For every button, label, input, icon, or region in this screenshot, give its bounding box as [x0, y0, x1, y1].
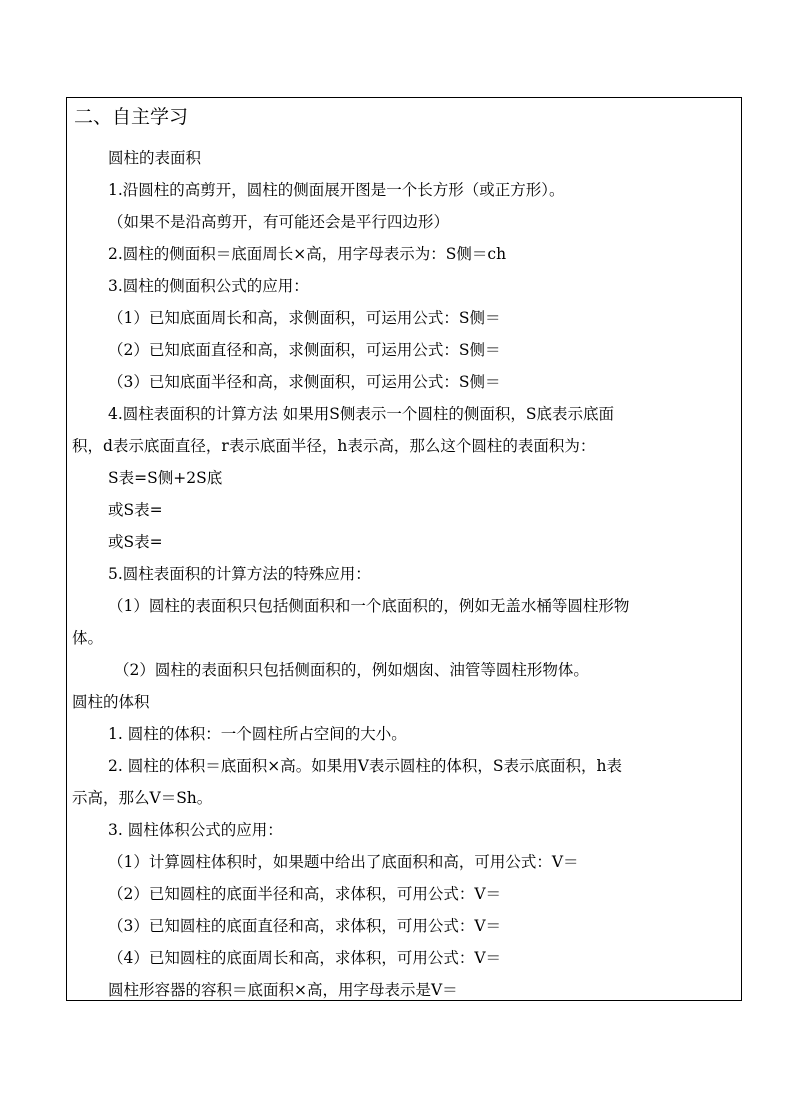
formula-line: 或S表=	[108, 533, 163, 551]
list-item: 2.圆柱的侧面积＝底面周长×高，用字母表示为：S侧＝ch	[108, 245, 507, 263]
list-item: 5.圆柱表面积的计算方法的特殊应用：	[108, 565, 371, 583]
list-item: 3. 圆柱体积公式的应用：	[108, 821, 283, 839]
list-item-continuation: 示高，那么V＝Sh。	[72, 789, 213, 807]
formula-line: 或S表=	[108, 501, 163, 519]
sub-list-item: （1）圆柱的表面积只包括侧面积和一个底面积的，例如无盖水桶等圆柱形物	[108, 597, 630, 615]
sub-list-item: （4）已知圆柱的底面周长和高，求体积，可用公式：V＝	[108, 949, 502, 967]
list-item: 2. 圆柱的体积＝底面积×高。如果用V表示圆柱的体积，S表示底面积，h表	[108, 757, 622, 775]
sub-list-item: （3）已知圆柱的底面直径和高，求体积，可用公式：V＝	[108, 917, 502, 935]
subsection-title-surface-area: 圆柱的表面积	[108, 149, 202, 167]
sub-list-item: （1）已知底面周长和高，求侧面积，可运用公式：S侧＝	[108, 309, 501, 327]
subsection-title-volume: 圆柱的体积	[72, 693, 150, 711]
capacity-formula: 圆柱形容器的容积＝底面积×高，用字母表示是V＝	[108, 981, 458, 999]
note-text: （如果不是沿高剪开，有可能还会是平行四边形）	[108, 213, 450, 231]
list-item: 3.圆柱的侧面积公式的应用：	[108, 277, 309, 295]
sub-list-item-continuation: 体。	[72, 629, 104, 647]
sub-list-item: （2）已知底面直径和高，求侧面积，可运用公式：S侧＝	[108, 341, 501, 359]
list-item: 1. 圆柱的体积：一个圆柱所占空间的大小。	[108, 725, 407, 743]
section-heading: 二、自主学习	[74, 106, 189, 128]
formula-line: S表=S侧+2S底	[108, 469, 223, 487]
sub-list-item: （1）计算圆柱体积时，如果题中给出了底面积和高，可用公式：V＝	[108, 853, 579, 871]
sub-list-item: （2）圆柱的表面积只包括侧面积的，例如烟囱、油管等圆柱形物体。	[114, 661, 589, 679]
sub-list-item: （3）已知底面半径和高，求侧面积，可运用公式：S侧＝	[108, 373, 501, 391]
sub-list-item: （2）已知圆柱的底面半径和高，求体积，可用公式：V＝	[108, 885, 502, 903]
list-item: 1.沿圆柱的高剪开，圆柱的侧面展开图是一个长方形（或正方形）。	[108, 181, 565, 199]
list-item: 4.圆柱表面积的计算方法 如果用S侧表示一个圆柱的侧面积，S底表示底面	[108, 405, 614, 423]
list-item-continuation: 积，d表示底面直径，r表示底面半径，h表示高，那么这个圆柱的表面积为：	[72, 437, 596, 455]
